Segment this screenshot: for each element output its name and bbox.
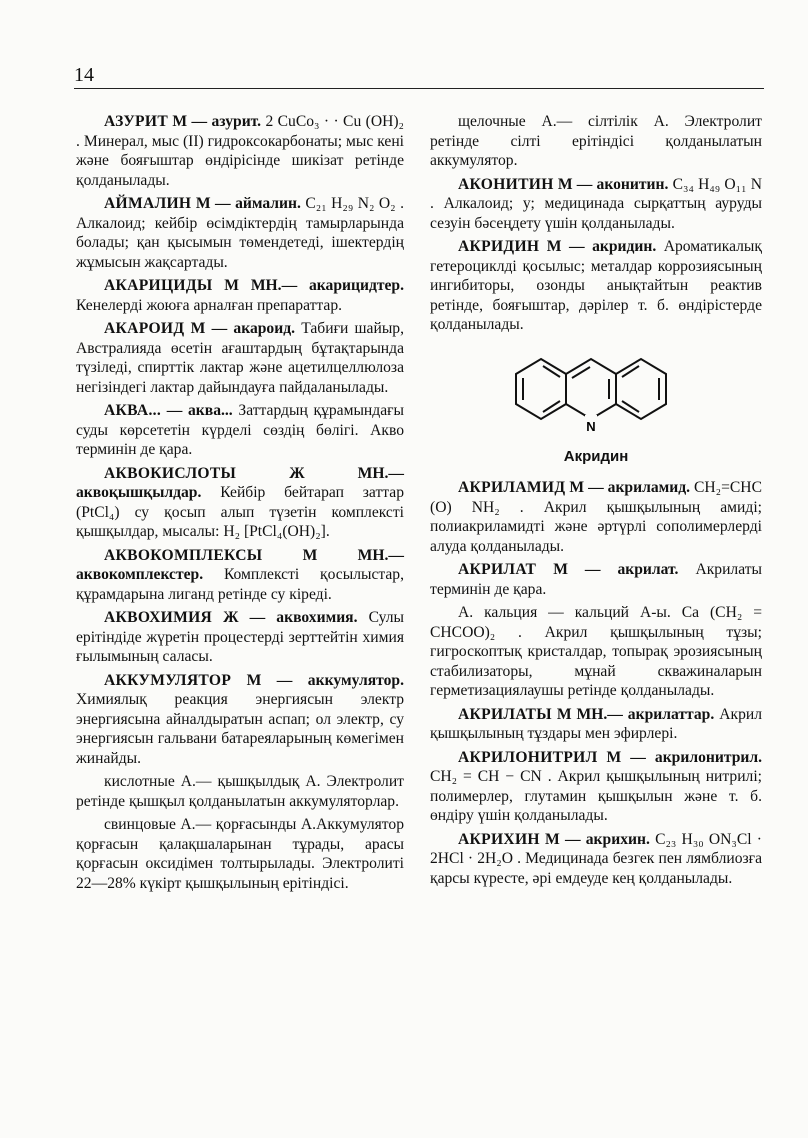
definition: Химиялық реакция энергиясын электр энергиясына айналдыратын аспап; ол электр, су энергиясын гальвани батареяларының көмегімен жинайды. bbox=[76, 691, 404, 767]
definition: CH₂=CHC (O) NH₂ . Акрил қышқылының амиді; полиакриламидті және әртүрлі сополимерлерді алуда қолданылады. bbox=[430, 479, 762, 555]
dictionary-entry bbox=[430, 478, 762, 556]
translation: М — акароид. bbox=[190, 320, 295, 337]
translation: М — акрилонитрил. bbox=[606, 748, 763, 766]
definition: C₃₄ H₄₉ O₁₁ N . Алкалоид; у; медицинада сырқаттың ауруды сезуін бәсеңдету үшін қолданылады. bbox=[430, 175, 763, 232]
translation: М МН.— аквокомплекстер. bbox=[76, 546, 404, 583]
dictionary-entry bbox=[430, 705, 762, 744]
translation: Ж — аквохимия. bbox=[223, 609, 358, 626]
definition: Кейбір бейтарап заттар (PtCl₄) су қосып алып түзетін комплексті қышқылдар, мысалы: H₂ [PtCl₄(OH)₂]. bbox=[76, 484, 404, 540]
headword: АЗУРИТ bbox=[104, 113, 169, 130]
dictionary-entry bbox=[76, 194, 404, 272]
definition: Кенелерді жоюға арналған препараттар. bbox=[76, 296, 343, 314]
translation: М МН.— акрилаттар. bbox=[556, 705, 715, 723]
left-column bbox=[76, 112, 404, 897]
header-rule bbox=[74, 88, 764, 89]
headword: АКВОХИМИЯ bbox=[104, 609, 213, 626]
definition: Сулы ерітіндіде жүретін процестерді зерттейтін химия ғылымының саласы. bbox=[76, 609, 404, 665]
dictionary-entry bbox=[430, 175, 762, 234]
sub-entry: А. кальция — кальций А-ы. Ca (CH₂ = CHCOO)₂ . Акрил қышқылының тұзы; гигроскоптық кристалдар, топырақ эрозиясының стабилизаторы, мұнай скважиналарын герметизациялаушы ретінде қолданылады. bbox=[430, 604, 762, 699]
definition: Табиғи шайыр, Австралияда өсетін ағаштардың бұтақтарында түзіледі, спирттік лактар және ацетилцеллюлоза негізіндегі лактар дайындауға пайдаланылады. bbox=[76, 320, 404, 396]
dictionary-entry bbox=[76, 401, 404, 460]
definition: Заттардың құрамындағы суды көрсететін күрделі сөздің бөлігі. Акво терминін де қара. bbox=[76, 402, 404, 458]
dictionary-entry bbox=[76, 319, 404, 397]
nitrogen-atom-label: N bbox=[586, 418, 596, 434]
acridine-structure-diagram bbox=[496, 349, 696, 441]
translation: М — азурит. bbox=[172, 113, 262, 130]
definition: Акрил қышқылының тұздары мен эфирлері. bbox=[430, 705, 762, 742]
translation: М — акриламид. bbox=[569, 479, 691, 496]
translation: М МН.— акарицидтер. bbox=[224, 277, 404, 294]
translation: М — аймалин. bbox=[195, 195, 301, 212]
dictionary-entry bbox=[76, 112, 404, 190]
dictionary-entry bbox=[430, 830, 762, 889]
headword: АКРИХИН bbox=[458, 830, 540, 848]
translation: М — аконитин. bbox=[557, 175, 669, 193]
headword: АКВА... bbox=[104, 402, 162, 419]
right-column bbox=[430, 112, 762, 892]
sub-entry: свинцовые А.— қорғасынды А.Аккумулятор қорғасын қалақшаларынан тұрады, арасы қорғасын оксидімен толтырылады. Электролиті 22—28% күкірт қышқылының ерітіндісі. bbox=[76, 816, 404, 892]
headword: АЙМАЛИН bbox=[104, 195, 192, 212]
dictionary-entry bbox=[430, 748, 762, 826]
sub-entry: щелочные А.— сілтілік А. Электролит ретінде сілті ерітіндісі қолданылатын аккумулятор. bbox=[430, 113, 762, 169]
definition: 2 CuCo₃ · · Cu (OH)₂ . Минерал, мыс (II) гидроксокарбонаты; мыс кені және бояғыштар өндірісінде шикізат ретінде қолданылады. bbox=[76, 113, 404, 189]
acridine-structure-figure bbox=[430, 349, 762, 441]
dictionary-entry bbox=[76, 546, 404, 605]
translation: М — акрихин. bbox=[545, 830, 650, 848]
headword: АКОНИТИН bbox=[458, 175, 554, 193]
definition: Акрилаты терминін де қара. bbox=[430, 561, 763, 598]
headword: АКВОКОМПЛЕКСЫ bbox=[104, 546, 263, 564]
headword: АКРИЛАТЫ bbox=[458, 705, 552, 723]
definition: CH₂ = CH − CN . Акрил қышқылының нитрилі; полимерлер, глутамин қышқылын және т. б. өндіру үшін қолданылады. bbox=[430, 768, 762, 824]
headword: АКРИЛАТ bbox=[458, 561, 537, 578]
headword: АКРИДИН bbox=[458, 238, 540, 255]
translation: М — акрилат. bbox=[553, 561, 679, 578]
translation: Ж МН.— аквоқышқылдар. bbox=[76, 464, 404, 501]
dictionary-entry bbox=[76, 464, 404, 542]
translation: М — акридин. bbox=[546, 238, 657, 255]
headword: АКРИЛАМИД bbox=[458, 479, 566, 496]
dictionary-entry bbox=[76, 608, 404, 667]
sub-entry: кислотные А.— қышқылдық А. Электролит ретінде қышқыл қолданылатын аккумуляторлар. bbox=[76, 773, 404, 810]
definition: Комплексті қосылыстар, құрамдарына лиганд ретінде су кіреді. bbox=[76, 566, 404, 603]
headword: АКАРИЦИДЫ bbox=[104, 277, 213, 294]
definition: C₂₁ H₂₉ N₂ O₂ . Алкалоид; кейбір өсімдіктердің тамырларында болады; қан қысымын төмендетеді, ішектердің жұмысын жақсартады. bbox=[76, 195, 404, 271]
definition: C₂₃ H₃₀ ON₃Cl · 2HCl · 2H₂O . Медицинада безгек пен лямблиозға қарсы күресте, әрі емдеуде кең қолданылады. bbox=[430, 830, 762, 887]
dictionary-entry bbox=[76, 671, 404, 769]
headword: АКРИЛОНИТРИЛ bbox=[458, 748, 598, 766]
dictionary-entry bbox=[76, 276, 404, 315]
headword: АКАРОИД bbox=[104, 320, 185, 337]
definition: Ароматикалық гетероциклді қосылыс; металдар коррозиясының ингибиторы, озонды анықтайтын реактив ретінде, бояғыштар, дәрілер т. б. өндірістерде қолданылады. bbox=[430, 238, 762, 333]
headword: АККУМУЛЯТОР bbox=[104, 671, 232, 689]
figure-caption: Акридин bbox=[563, 447, 629, 465]
headword: АКВОКИСЛОТЫ bbox=[104, 464, 237, 482]
translation: М — аккумулятор. bbox=[246, 671, 404, 689]
page-number: 14 bbox=[74, 64, 94, 86]
translation: — аква... bbox=[166, 402, 233, 419]
dictionary-entry bbox=[430, 237, 762, 335]
dictionary-entry bbox=[430, 560, 762, 599]
